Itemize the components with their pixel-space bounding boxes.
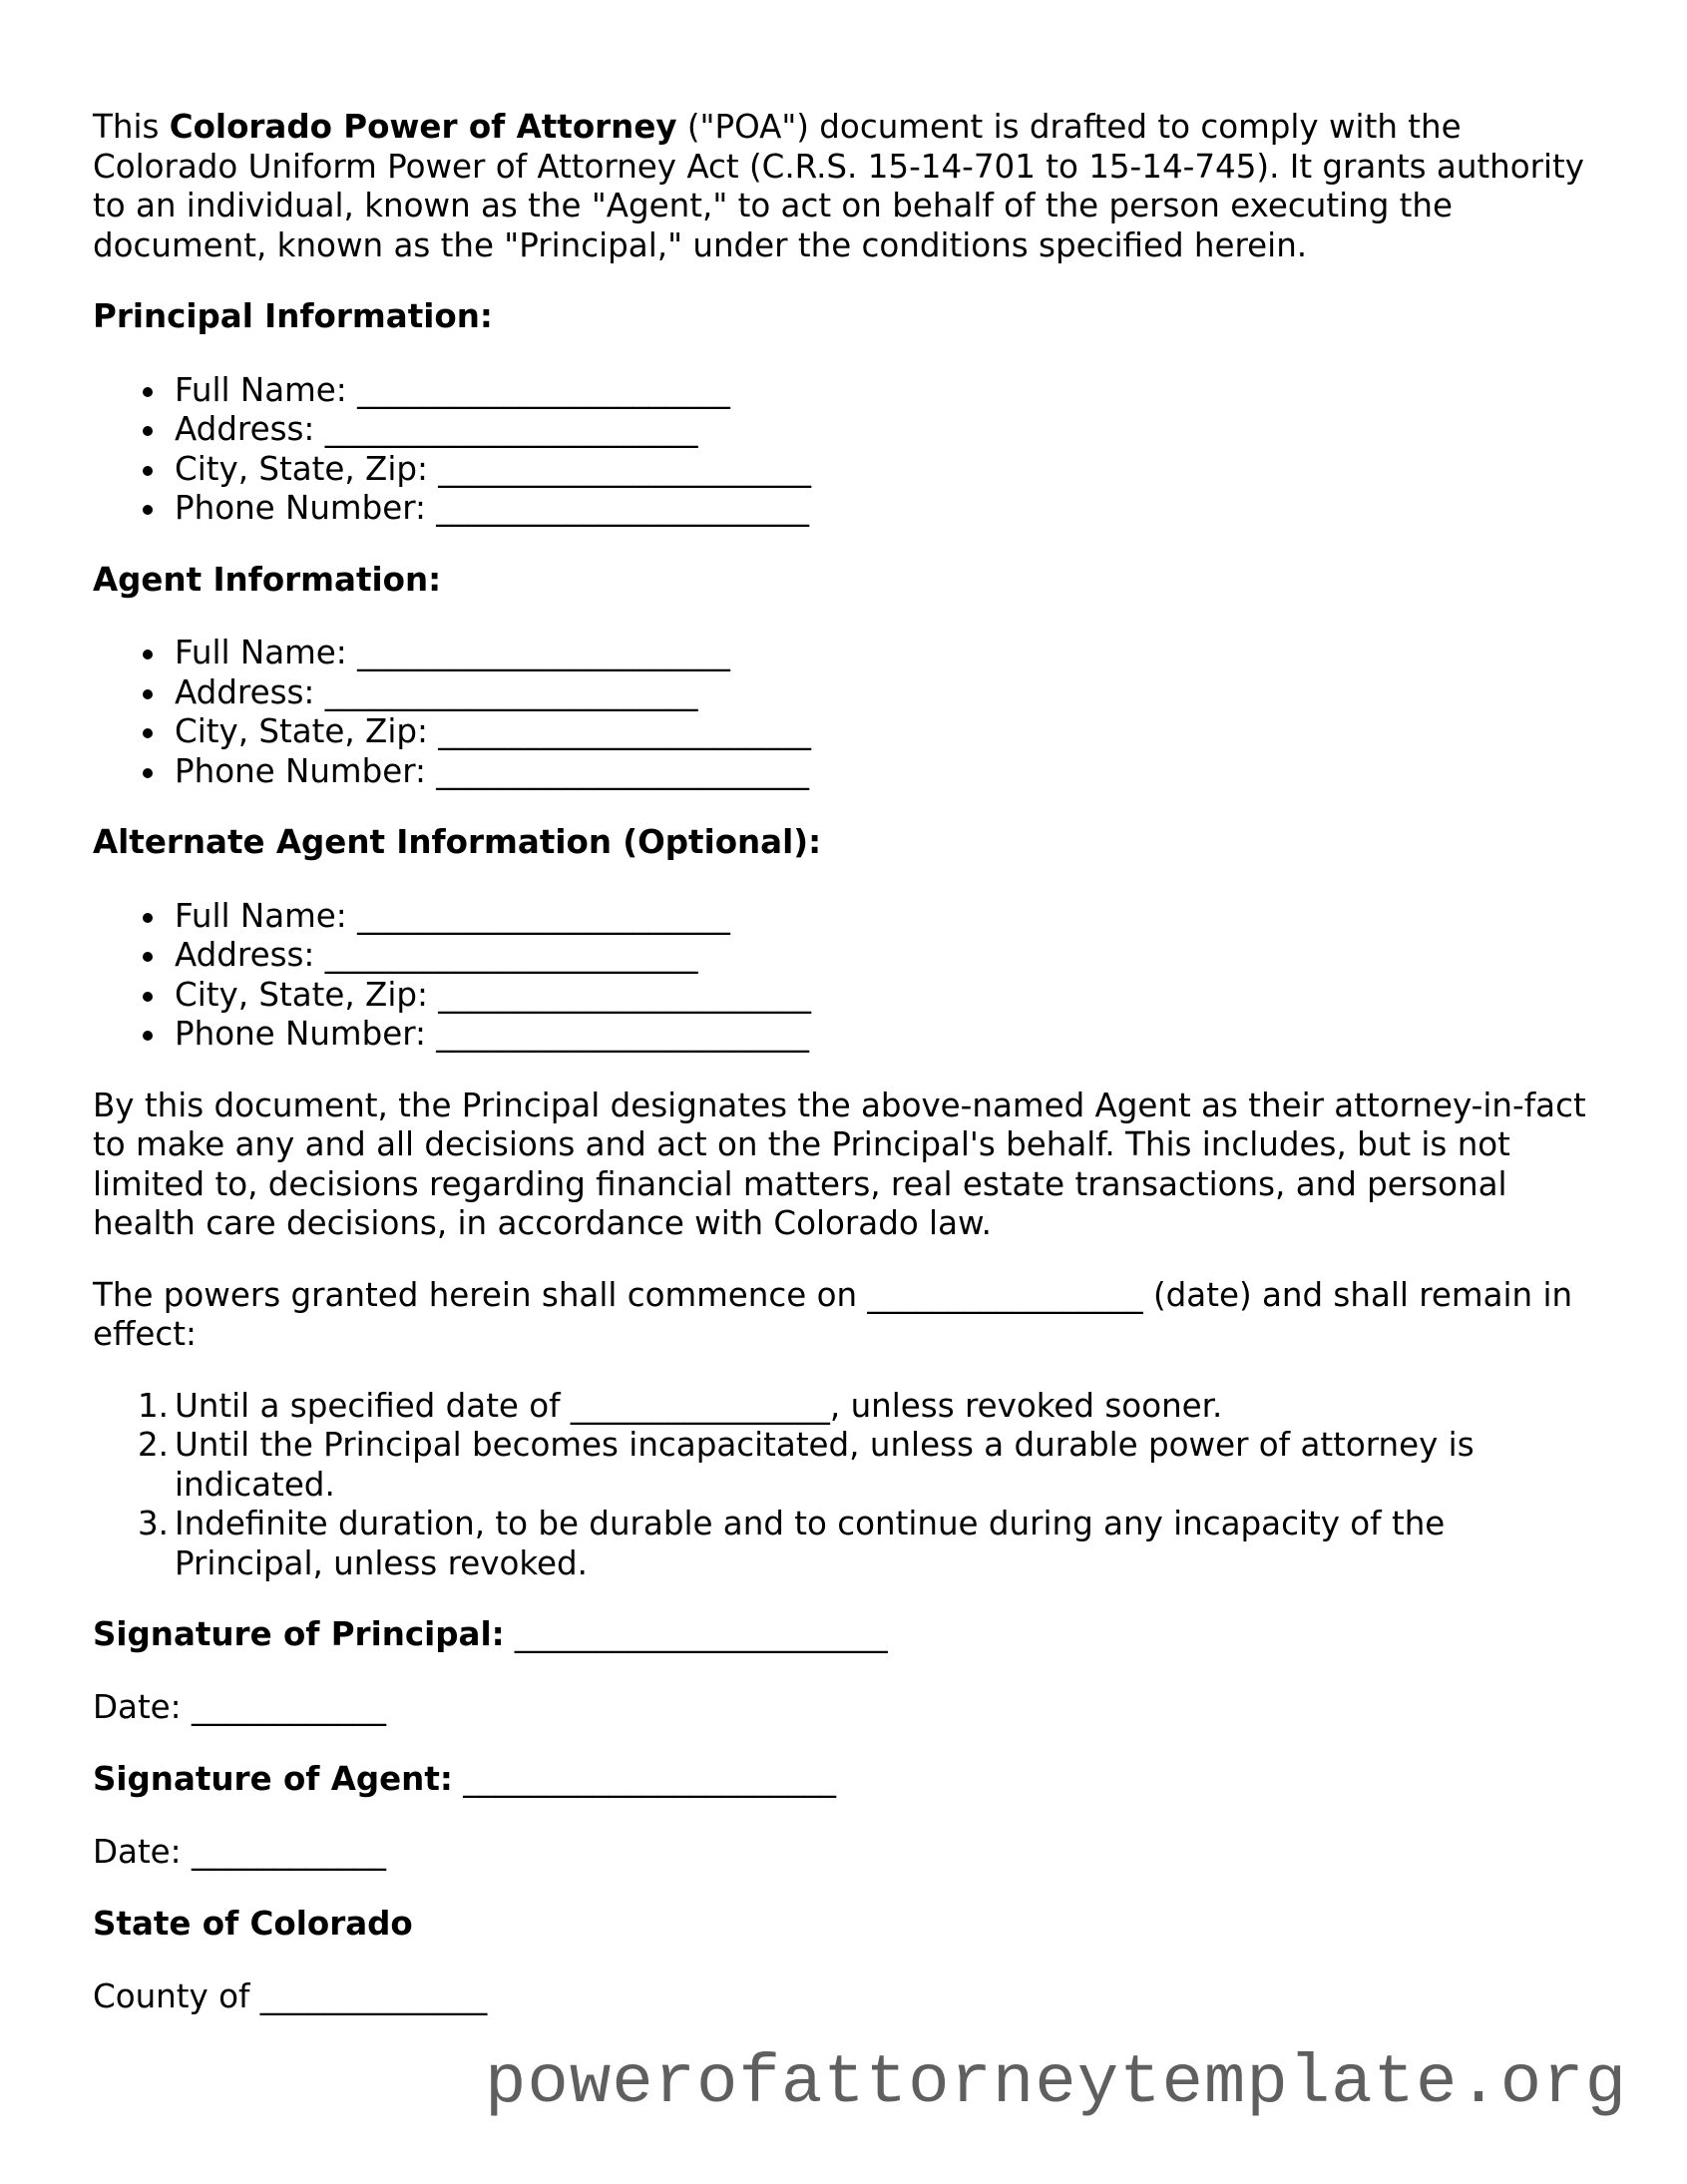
agent-full-name-field: Full Name: _______________________ xyxy=(93,634,1599,673)
duration-term-2 xyxy=(93,1426,1599,1505)
document-title: Colorado Power of Attorney xyxy=(169,108,677,146)
principal-signature-line xyxy=(93,1615,1599,1655)
principal-address-field: Address: _______________________ xyxy=(93,410,1599,450)
principal-signature-label: Signature of Principal: xyxy=(93,1615,505,1653)
document-page xyxy=(93,108,1599,2016)
agent-city-state-zip-field: City, State, Zip: _______________________ xyxy=(93,712,1599,752)
intro-paragraph xyxy=(93,108,1599,265)
alternate-agent-city-state-zip-field: City, State, Zip: _______________________ xyxy=(93,976,1599,1016)
principal-date-line: Date: ____________ xyxy=(93,1687,386,1726)
duration-terms-list xyxy=(93,1387,1599,1584)
alternate-agent-fields xyxy=(93,897,1599,1055)
alternate-agent-full-name-field: Full Name: _______________________ xyxy=(93,897,1599,937)
notary-state: State of Colorado xyxy=(93,1905,413,1943)
site-watermark: powerofattorneytemplate.org xyxy=(485,2044,1627,2122)
alternate-agent-phone-field: Phone Number: _______________________ xyxy=(93,1015,1599,1055)
principal-city-state-zip-field: City, State, Zip: _______________________ xyxy=(93,450,1599,490)
principal-phone-field: Phone Number: _______________________ xyxy=(93,489,1599,529)
agent-signature-blank: _______________________ xyxy=(452,1760,836,1798)
agent-heading: Agent Information: xyxy=(93,560,442,599)
term-number: 2. xyxy=(137,1426,169,1464)
alternate-agent-address-field: Address: _______________________ xyxy=(93,936,1599,976)
agent-phone-field: Phone Number: _______________________ xyxy=(93,752,1599,792)
duration-term-3 xyxy=(93,1505,1599,1583)
principal-fields xyxy=(93,371,1599,529)
commencement-paragraph: The powers granted herein shall commence on _________________ (date) and shall remain in effect: xyxy=(93,1275,1573,1353)
term-number: 3. xyxy=(137,1505,169,1542)
agent-signature-line xyxy=(93,1760,1599,1800)
term-text: Until a specified date of ________________, unless revoked sooner. xyxy=(175,1386,1223,1425)
agent-signature-label: Signature of Agent: xyxy=(93,1760,453,1798)
designation-paragraph: By this document, the Principal designates the above-named Agent as their attorney-in-fact to make any and all decisions and act on the Principal's behalf. This includes, but is not limited to, decisions regarding financial matters, real estate transactions, and personal health care decisions, in accordance with Colorado law. xyxy=(93,1086,1586,1242)
principal-heading: Principal Information: xyxy=(93,297,493,335)
agent-fields xyxy=(93,634,1599,791)
term-text: Until the Principal becomes incapacitated, unless a durable power of attorney is indicated. xyxy=(175,1426,1475,1504)
agent-address-field: Address: _______________________ xyxy=(93,673,1599,713)
term-number: 1. xyxy=(137,1386,169,1425)
term-text: Indefinite duration, to be durable and to continue during any incapacity of the Principal, unless revoked. xyxy=(175,1505,1446,1582)
notary-county: County of ______________ xyxy=(93,1976,488,2015)
intro-prefix: This xyxy=(93,108,170,146)
intro-body: ("POA") document is drafted to comply with the Colorado Uniform Power of Attorney Act (C.R.S. 15-14-701 to 15-14-745). It grants authority to an individual, known as the "Agent," to act on behalf of the person executing the document, known as the "Principal," under the conditions specified herein. xyxy=(93,108,1585,264)
alternate-agent-heading: Alternate Agent Information (Optional): xyxy=(93,823,822,861)
principal-full-name-field: Full Name: _______________________ xyxy=(93,371,1599,411)
duration-term-1 xyxy=(93,1387,1599,1427)
principal-signature-blank: _______________________ xyxy=(504,1615,888,1653)
agent-date-line: Date: ____________ xyxy=(93,1832,386,1871)
